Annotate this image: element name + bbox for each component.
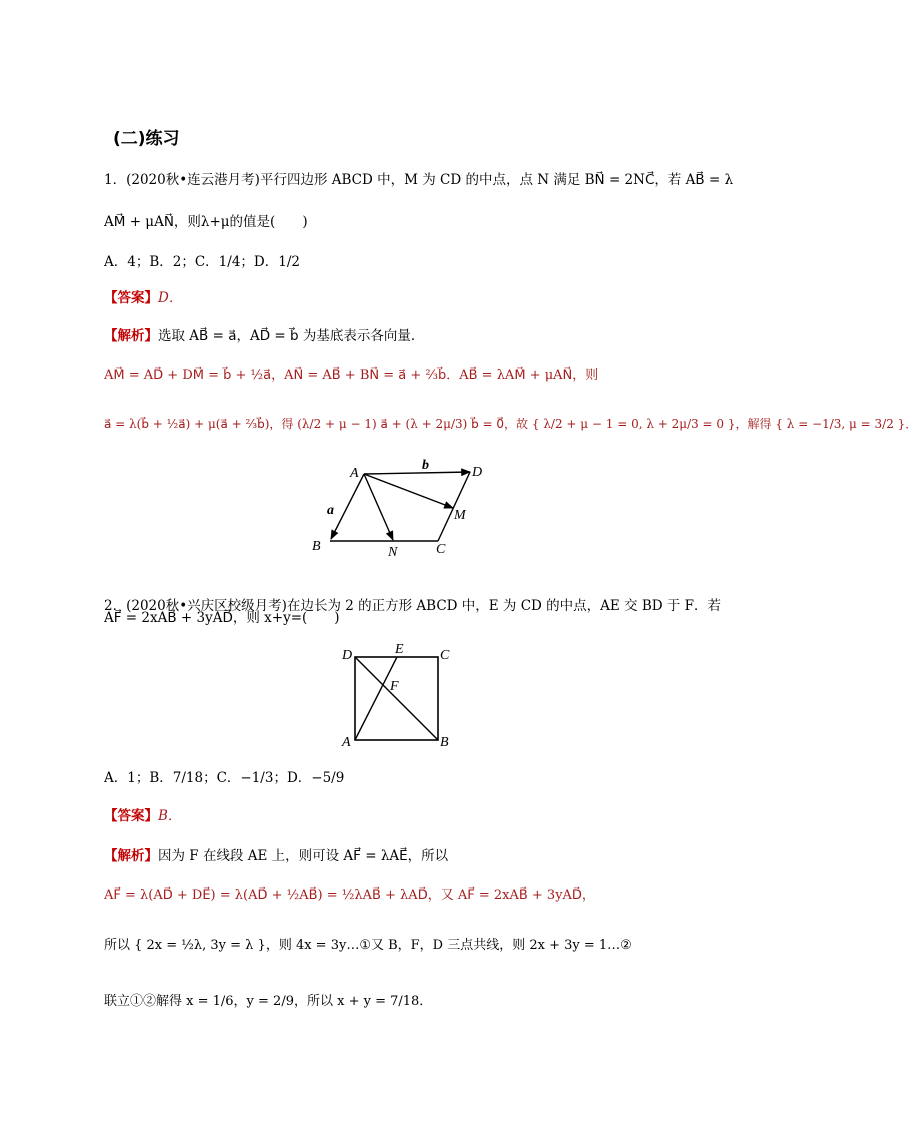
analysis-label: 【解析】 [104, 848, 158, 864]
problem1-options: A．4；B．2；C．1/4；D．1/2 [104, 254, 300, 270]
problem2-analysis-line3: 所以 { 2x = ½λ, 3y = λ }，则 4x = 3y…①又 B，F，D 三点共线，则 2x + 3y = 1…② [104, 938, 632, 953]
problem1-analysis-line1 [104, 326, 424, 346]
label-D: D [472, 465, 483, 480]
analysis-text: 因为 F 在线段 AE 上，则可设 AF⃗ = λAE⃗，所以 [158, 848, 449, 864]
answer-label: 【答案】 [104, 808, 158, 824]
side-DC [438, 472, 470, 541]
label-B: B [312, 539, 321, 554]
label-D: D [342, 648, 353, 663]
problem1-analysis-line3: a⃗ = λ(b⃗ + ½a⃗) + μ(a⃗ + ⅔b⃗)，得 (λ/2 + μ − 1) a⃗ + (λ + 2μ/3) b⃗ = 0⃗，故 { λ/2 + μ − 1 = 0, λ + 2μ/3 = 0 }，解得 { λ = −1/3, μ = 3/2 }． [104, 417, 917, 431]
problem2-analysis-line1 [104, 846, 448, 866]
label-C: C [440, 648, 450, 663]
problem2-stem-line1: 2．(2020秋•兴庆区校级月考)在边长为 2 的正方形 ABCD 中，E 为 CD 的中点，AE 交 BD 于 F．若 [104, 598, 722, 614]
side-AB [331, 474, 364, 539]
diagonal-BD [355, 657, 438, 740]
problem2-answer [104, 806, 181, 826]
problem1-answer [104, 288, 182, 308]
problem1-analysis-line2: AM⃗ = AD⃗ + DM⃗ = b⃗ + ½a⃗，AN⃗ = AB⃗ + BN⃗ = a⃗ + ⅔b⃗．AB⃗ = λAM⃗ + μAN⃗，则 [104, 368, 599, 383]
problem1-stem-line2: AM⃗ + μAN⃗，则λ+μ的值是( ) [104, 214, 308, 230]
section-title: (二)练习 [113, 129, 180, 149]
label-b: b [422, 458, 429, 473]
label-M: M [454, 508, 466, 523]
problem1-stem-line1: 1．(2020秋•连云港月考)平行四边形 ABCD 中，M 为 CD 的中点，点 N 满足 BN⃗ = 2NC⃗，若 AB⃗ = λ [104, 172, 734, 188]
problem2-analysis-line4: 联立①②解得 x = 1/6，y = 2/9，所以 x + y = 7/18． [104, 994, 433, 1009]
label-B: B [440, 735, 449, 750]
label-a: a [327, 503, 334, 518]
answer-value: D． [158, 290, 183, 306]
label-C: C [436, 542, 446, 557]
label-N: N [388, 545, 398, 560]
answer-value: B． [158, 808, 182, 824]
problem2-stem-line2-text: AF⃗ = 2xAB⃗ + 3yAD⃗，则 x+y=( ) [104, 610, 340, 626]
side-AD [364, 472, 470, 474]
label-F: F [390, 679, 399, 694]
label-E: E [395, 642, 404, 657]
analysis-text: 选取 AB⃗ = a⃗，AD⃗ = b⃗ 为基底表示各向量． [158, 328, 425, 344]
square-figure [335, 640, 465, 750]
problem2-analysis-line2: AF⃗ = λ(AD⃗ + DE⃗) = λ(AD⃗ + ½AB⃗) = ½λAB⃗ + λAD⃗，又 AF⃗ = 2xAB⃗ + 3yAD⃗， [104, 888, 595, 903]
label-A: A [342, 735, 351, 750]
problem2-options: A．1；B．7/18；C．−1/3；D．−5/9 [104, 770, 345, 786]
parallelogram-figure [300, 455, 500, 563]
answer-label: 【答案】 [104, 290, 158, 306]
label-A: A [350, 466, 359, 481]
analysis-label: 【解析】 [104, 328, 158, 344]
segment-AE [355, 657, 397, 740]
